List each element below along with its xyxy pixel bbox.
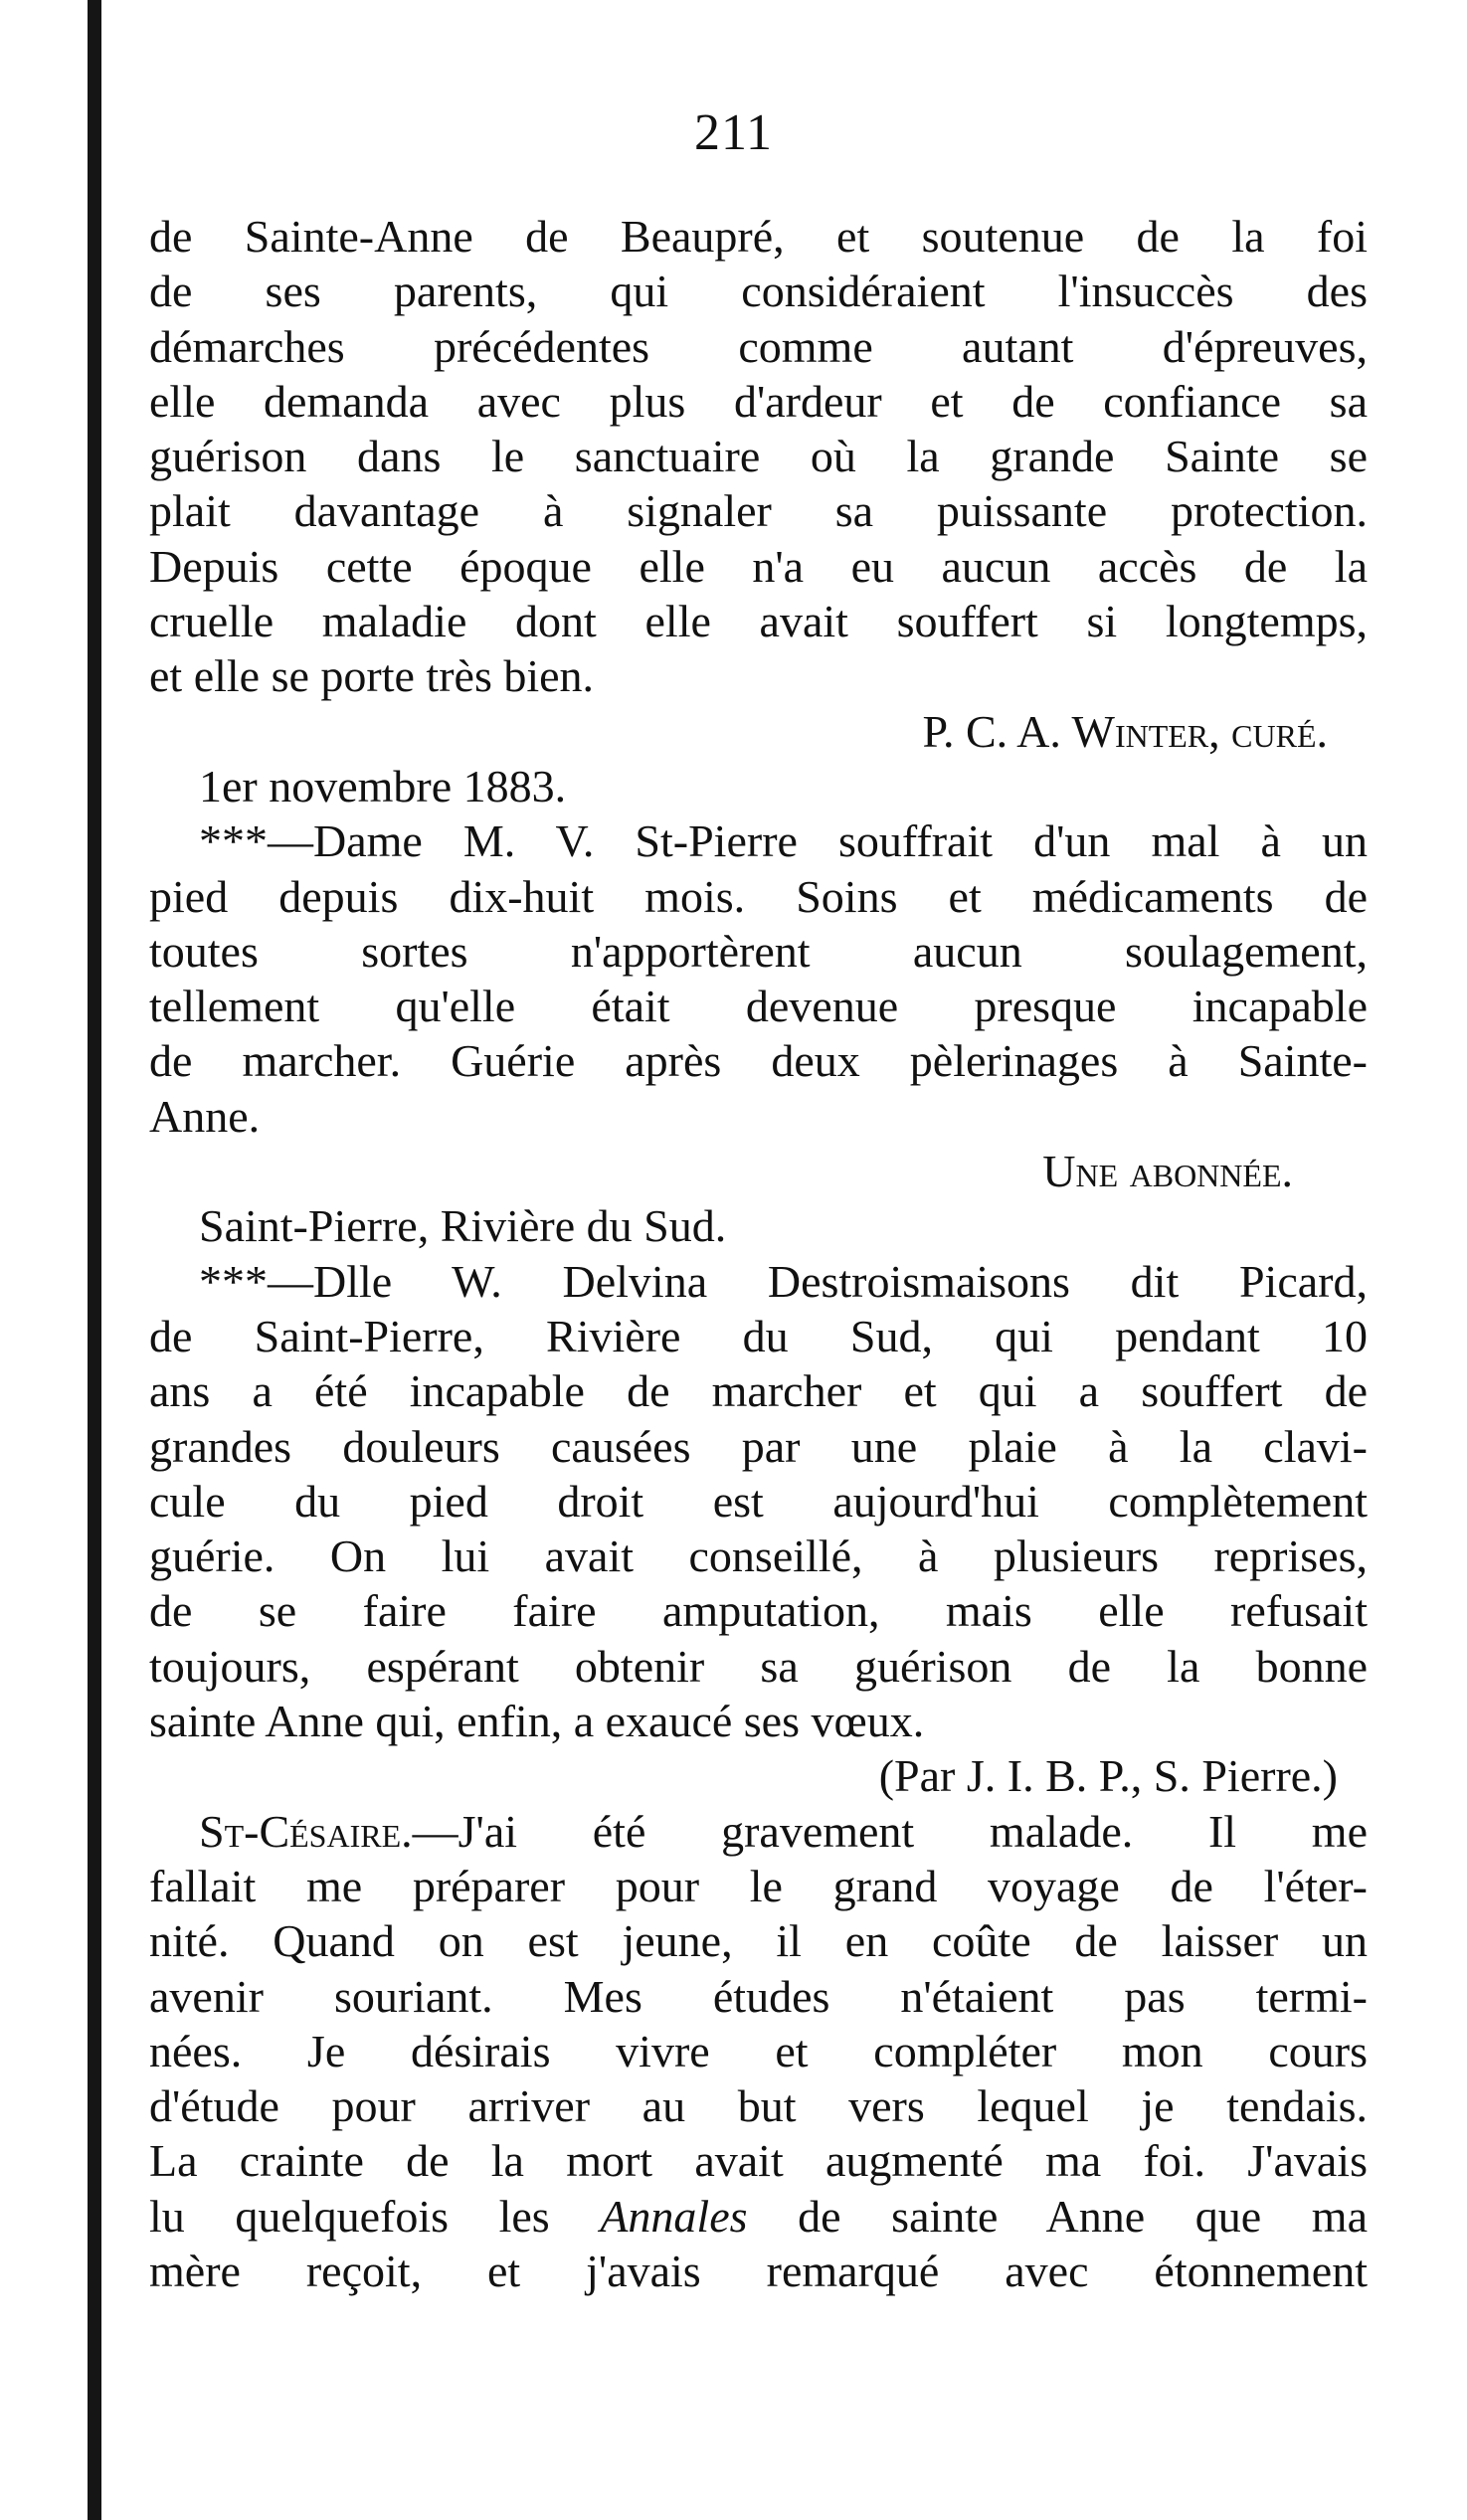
text-line: plait davantage à signaler sa puissante protection. xyxy=(149,485,1368,537)
text-line xyxy=(149,1804,1368,1859)
page-number: 211 xyxy=(693,104,774,161)
text-line: démarches précédentes comme autant d'épreuves, xyxy=(149,320,1368,372)
text-line: et elle se porte très bien. xyxy=(149,650,595,702)
text-line: cruelle maladie dont elle avait souffert si longtemps, xyxy=(149,596,1368,647)
text-line: mère reçoit, et j'avais remarqué avec étonnement xyxy=(149,2245,1368,2296)
text-line: toujours, espérant obtenir sa guérison de la bonne xyxy=(149,1640,1368,1692)
text-line: d'étude pour arriver au but vers lequel je tendais. xyxy=(149,2080,1368,2132)
text-line: Depuis cette époque elle n'a eu aucun accès de la xyxy=(149,540,1368,592)
page-body-text xyxy=(149,209,1368,2298)
text-line: de marcher. Guérie après deux pèlerinages à Sainte- xyxy=(149,1035,1368,1087)
page-binding-edge xyxy=(88,0,101,2520)
text-line: fallait me préparer pour le grand voyage de l'éter- xyxy=(149,1860,1368,1911)
text-line: de Sainte-Anne de Beaupré, et soutenue de la foi xyxy=(149,211,1368,262)
text-line: ***—Dlle W. Delvina Destroismaisons dit Picard, xyxy=(199,1255,1368,1307)
text-line: grandes douleurs causées par une plaie à la clavi- xyxy=(149,1420,1368,1472)
signature-winter xyxy=(149,704,1368,759)
text-fragment: lu quelquefois les xyxy=(149,2190,550,2242)
text-line: Anne. xyxy=(149,1090,261,1142)
text-line: de ses parents, qui considéraient l'insuccès des xyxy=(149,266,1368,317)
text-fragment: —J'ai été gravement malade. Il me xyxy=(412,1805,1368,1857)
text-line: pied depuis dix-huit mois. Soins et médicaments de xyxy=(149,870,1368,922)
text-line: cule du pied droit est aujourd'hui complètement xyxy=(149,1475,1368,1527)
text-line: La crainte de la mort avait augmenté ma foi. J'avais xyxy=(149,2135,1368,2187)
text-line: tellement qu'elle était devenue presque incapable xyxy=(149,981,1368,1032)
date-line: 1er novembre 1883. xyxy=(199,760,567,811)
text-line: guérison dans le sanctuaire où la grande Sainte se xyxy=(149,431,1368,482)
text-line: nité. Quand on est jeune, il en coûte de laisser un xyxy=(149,1915,1368,1967)
text-fragment: de sainte Anne que ma xyxy=(798,2190,1368,2242)
text-line: toutes sortes n'apportèrent aucun soulagement, xyxy=(149,925,1368,977)
text-line: elle demanda avec plus d'ardeur et de confiance sa xyxy=(149,375,1368,427)
signature-text: P. C. A. Winter, curé. xyxy=(922,705,1328,757)
signature-abonnee xyxy=(149,1144,1368,1198)
text-line: sainte Anne qui, enfin, a exaucé ses vœux. xyxy=(149,1696,925,1747)
signature-par: (Par J. I. B. P., S. Pierre.) xyxy=(878,1750,1338,1802)
text-line xyxy=(149,2189,1368,2244)
place-line: Saint-Pierre, Rivière du Sud. xyxy=(199,1200,727,1252)
text-line: de se faire faire amputation, mais elle refusait xyxy=(149,1585,1368,1637)
text-line: ans a été incapable de marcher et qui a souffert de xyxy=(149,1365,1368,1417)
signature-text: Une abonnée. xyxy=(1042,1146,1293,1197)
place-st-cesaire: St-Césaire. xyxy=(199,1805,413,1857)
text-line: de Saint-Pierre, Rivière du Sud, qui pendant 10 xyxy=(149,1310,1368,1361)
text-line: ***—Dame M. V. St-Pierre souffrait d'un mal à un xyxy=(199,815,1368,867)
text-line: avenir souriant. Mes études n'étaient pas termi- xyxy=(149,1970,1368,2022)
italic-annales: Annales xyxy=(600,2190,748,2242)
text-line: nées. Je désirais vivre et compléter mon cours xyxy=(149,2025,1368,2076)
text-line: guérie. On lui avait conseillé, à plusieurs reprises, xyxy=(149,1530,1368,1582)
